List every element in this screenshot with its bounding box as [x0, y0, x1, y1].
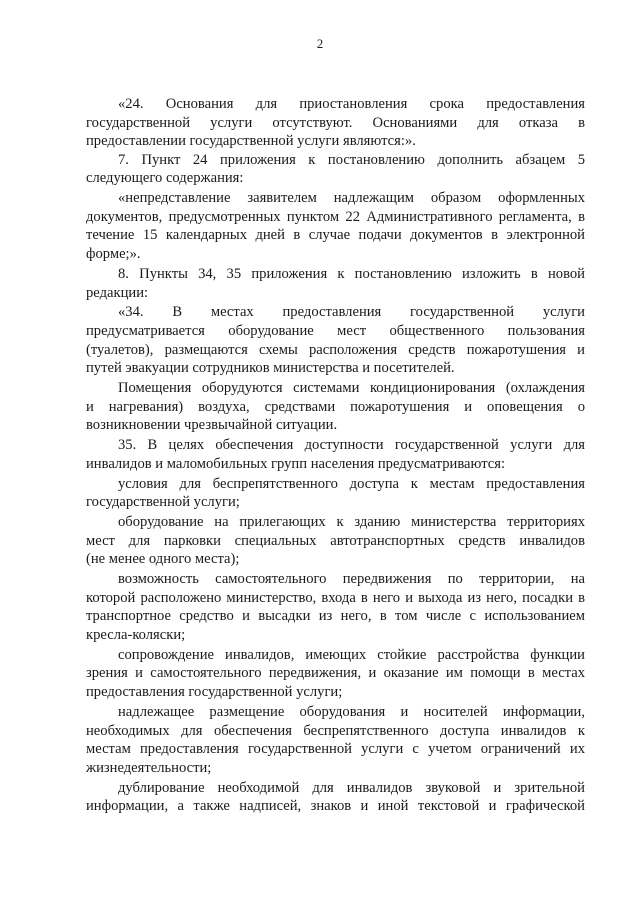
text-line: кресла-коляски; [86, 627, 186, 643]
text-line: необходимых для обеспечения беспрепятственного доступа инвалидов к [86, 722, 585, 739]
text-line: редакции: [86, 284, 149, 301]
text-line: оборудование на прилегающих к зданию министерства территориях [118, 514, 585, 531]
text-line: течение 15 календарных дней в случае подачи документов в электронной [86, 227, 585, 244]
text-line: предоставлении государственной услуги являются:». [86, 133, 416, 150]
document-text [86, 95, 585, 816]
text-line: следующего содержания: [86, 170, 244, 187]
text-line: надлежащее размещение оборудования и носителей информации, [118, 703, 585, 720]
text-line: Помещения оборудуются системами кондиционирования (охлаждения [118, 380, 585, 397]
text-line: «непредставление заявителем надлежащим образом оформленных [118, 190, 585, 207]
text-line: форме;». [86, 246, 141, 263]
text-line: государственной услуги отсутствуют. Основаниями для отказа в [86, 114, 585, 131]
page-number: 2 [316, 36, 324, 51]
text-line: жизнедеятельности; [86, 759, 212, 776]
text-line: инвалидов и маломобильных групп населения предусматриваются: [86, 455, 506, 472]
text-line: транспортное средство и высадки из него, в том числе с использованием [86, 608, 585, 625]
text-line: путей эвакуации сотрудников министерства и посетителей. [86, 360, 455, 377]
text-line: предоставления государственной услуги; [86, 684, 343, 701]
text-line: сопровождение инвалидов, имеющих стойкие расстройства функции [118, 646, 585, 663]
text-line: (не менее одного места); [86, 551, 240, 568]
text-line: документов, предусмотренных пунктом 22 Административного регламента, в [86, 208, 585, 225]
text-line: мест для парковки специальных автотранспортных средств инвалидов [86, 532, 585, 549]
text-line: (туалетов), размещаются схемы расположения средств пожаротушения и [86, 341, 585, 358]
text-line: и нагревания) воздуха, средствами пожаротушения и оповещения о [86, 398, 585, 415]
text-line: возможность самостоятельного передвижения по территории, на [118, 571, 585, 588]
text-line: которой расположено министерство, входа в него и выхода из него, посадки в [86, 589, 585, 606]
text-line: «34. В местах предоставления государственной услуги [118, 304, 585, 321]
text-line: «24. Основания для приостановления срока предоставления [118, 96, 585, 112]
text-line: 8. Пункты 34, 35 приложения к постановлению изложить в новой [118, 265, 585, 282]
text-line: государственной услуги; [86, 494, 240, 511]
text-line: 7. Пункт 24 приложения к постановлению дополнить абзацем 5 [118, 151, 585, 168]
text-line: условия для беспрепятственного доступа к местам предоставления [118, 475, 585, 492]
text-line: возникновении чрезвычайной ситуации. [86, 417, 338, 434]
text-line: местам предоставления государственной услуги с учетом ограничений их [86, 741, 585, 758]
text-line: информации, а также надписей, знаков и иной текстовой и графической [86, 798, 585, 815]
text-line: предусматривается оборудование мест общественного пользования [86, 323, 585, 340]
text-line: зрения и самостоятельного передвижения, и оказание им помощи в местах [86, 665, 585, 682]
text-line: 35. В целях обеспечения доступности государственной услуги для [118, 437, 585, 454]
text-line: дублирование необходимой для инвалидов звуковой и зрительной [118, 779, 585, 796]
